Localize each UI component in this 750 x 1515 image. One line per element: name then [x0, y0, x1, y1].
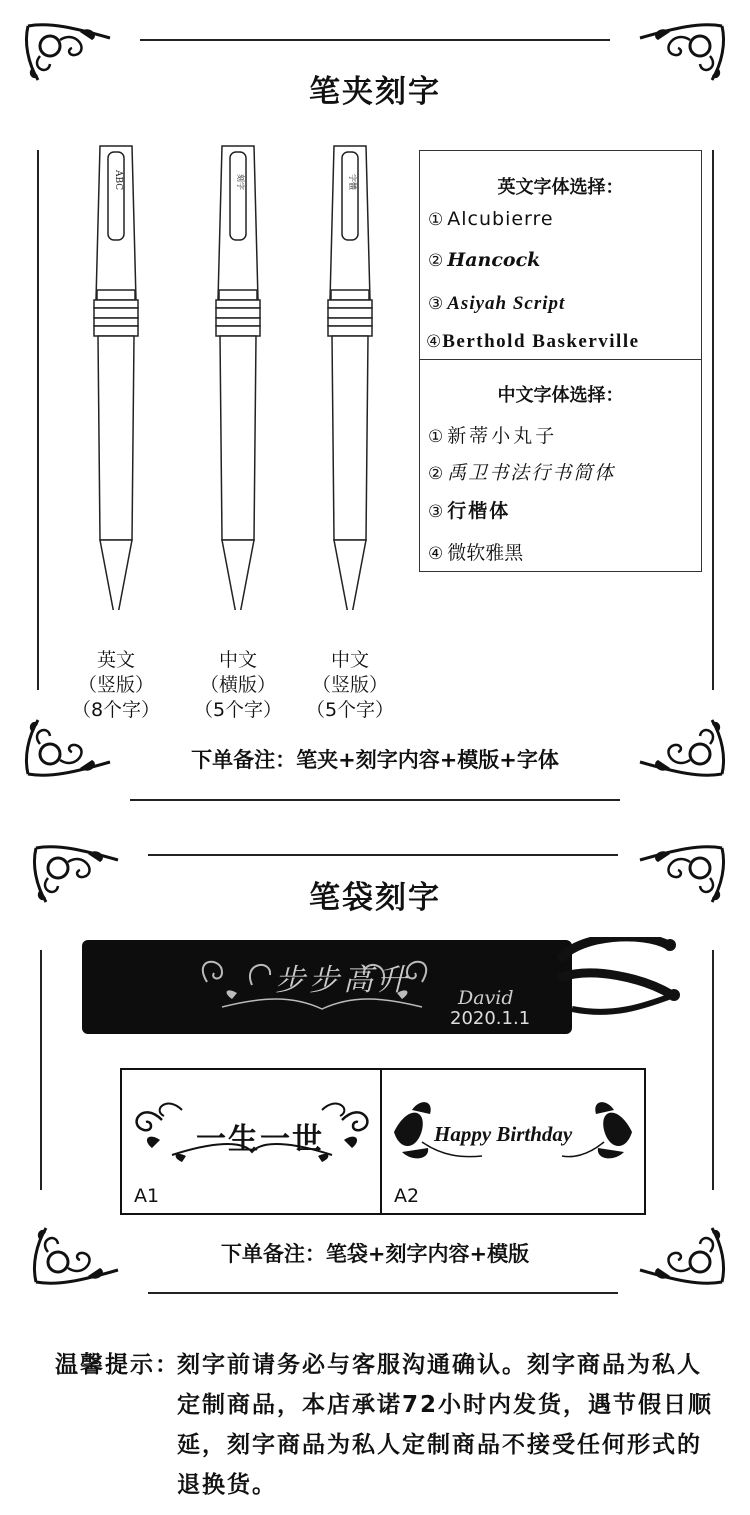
english-font-item [428, 208, 554, 230]
tips-heading: 温馨提示： [55, 1352, 180, 1378]
font-item-number: ③ [428, 294, 444, 314]
font-item-number: ② [428, 464, 444, 484]
font-item-number: ② [428, 251, 444, 271]
font-item-number: ① [428, 210, 444, 230]
template-sample-a2[interactable] [380, 1068, 646, 1215]
pen-caption [66, 648, 166, 723]
sample-label: A1 [134, 1185, 160, 1207]
pen-caption-line: 中文 [330, 649, 369, 671]
section1-order-note: 下单备注：笔夹+刻字内容+模版+字体 [191, 748, 559, 772]
pen-caption-line: （8个字） [71, 699, 161, 721]
sample-engrave-text: Happy Birthday [434, 1122, 573, 1146]
font-item-name: 禹卫书法行书简体 [447, 462, 616, 484]
english-font-item [426, 330, 640, 353]
font-selection-box [419, 150, 702, 572]
pen-caption [300, 648, 400, 723]
pen-caption-line: （竖版） [311, 674, 388, 696]
pen-engrave-text: ABC [113, 170, 123, 191]
font-item-name: 新蒂小丸子 [447, 425, 558, 447]
frame-line-right [712, 150, 714, 690]
section2-title: 笔袋刻字 [309, 880, 441, 916]
pouch-engrave-name: David [458, 987, 514, 1009]
font-item-name: 微软雅黑 [447, 542, 524, 564]
template-sample-a1[interactable] [120, 1068, 384, 1215]
font-item-number: ③ [428, 502, 444, 522]
section1-title: 笔夹刻字 [309, 74, 441, 110]
english-fonts-heading: 英文字体选择： [497, 177, 624, 198]
pen-engrave-text: 字體 [348, 174, 357, 190]
pen-caption [188, 648, 288, 723]
frame-line-right [712, 950, 714, 1190]
sample-engrave-text: 一生一世 [196, 1122, 324, 1157]
english-font-item [428, 249, 540, 271]
pen-caption-line: （5个字） [305, 699, 395, 721]
english-font-item [428, 292, 565, 315]
font-item-name: 行楷体 [447, 500, 511, 522]
font-item-name: Hancock [447, 249, 541, 271]
pouch-engrave-date: 2020.1.1 [450, 1008, 531, 1029]
pen-illustration [86, 140, 146, 610]
font-item-name: Asiyah Script [447, 293, 566, 314]
font-item-number: ① [428, 427, 444, 447]
font-item-name: Alcubierre [447, 208, 554, 230]
tips-body: 刻字前请务必与客服沟通确认。刻字商品为私人定制商品，本店承诺72小时内发货，遇节假日顺延，刻字商品为私人定制商品不接受任何形式的退换货。 [177, 1352, 714, 1498]
chinese-font-item [428, 496, 510, 523]
chinese-font-item [428, 458, 615, 485]
chinese-fonts-heading: 中文字体选择： [497, 385, 624, 406]
pen-caption-line: （5个字） [193, 699, 283, 721]
chinese-font-item [428, 421, 557, 448]
frame-line-top [148, 854, 618, 856]
pen-engrave-text: 刻字 [236, 174, 245, 190]
frame-line-bottom [148, 1292, 618, 1294]
pen-caption-line: （横版） [199, 674, 276, 696]
frame-line-bottom [130, 799, 620, 801]
frame-line-left [40, 950, 42, 1190]
font-item-number: ④ [428, 544, 444, 564]
chinese-font-item [428, 538, 523, 565]
font-item-number: ④ [426, 332, 442, 352]
frame-line-top [140, 39, 610, 41]
frame-line-left [37, 150, 39, 690]
pen-caption-line: 英文 [96, 649, 135, 671]
font-item-name: Berthold Baskerville [442, 331, 640, 352]
sample-label: A2 [394, 1185, 420, 1207]
pen-illustration [320, 140, 380, 610]
pen-illustration [208, 140, 268, 610]
pouch-engrave-main: 步步高升 [275, 963, 411, 998]
pen-caption-line: （竖版） [77, 674, 154, 696]
pen-caption-line: 中文 [218, 649, 257, 671]
font-box-divider [420, 359, 701, 360]
section2-order-note: 下单备注：笔袋+刻字内容+模版 [220, 1242, 530, 1266]
